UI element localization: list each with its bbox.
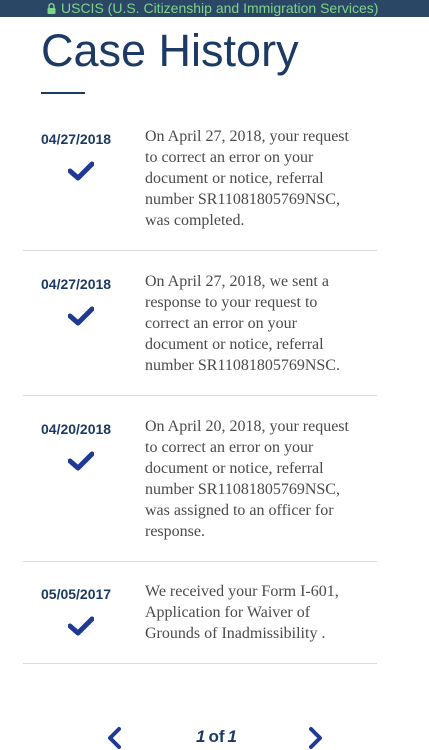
- history-text-line: was completed.: [145, 211, 245, 229]
- chevron-right-icon[interactable]: [305, 726, 325, 750]
- history-text-line: document or notice, referral: [145, 459, 324, 477]
- checkmark-icon: [68, 616, 94, 636]
- history-text-line: number SR11081805769NSC.: [145, 356, 340, 374]
- checkmark-icon: [68, 451, 94, 471]
- pagination: [0, 720, 429, 750]
- history-text-line: document or notice, referral: [145, 335, 324, 353]
- title-underline: [41, 92, 85, 94]
- history-entry: [23, 582, 377, 662]
- browser-url-bar[interactable]: [0, 0, 429, 17]
- history-text-line: On April 27, 2018, we sent a: [145, 273, 329, 290]
- history-text-line: to correct an error on your: [145, 148, 314, 166]
- page-of-label: of: [208, 727, 225, 746]
- history-description: [145, 582, 377, 645]
- checkmark-icon: [68, 306, 94, 326]
- history-text-line: We received your Form I-601,: [145, 583, 339, 600]
- total-pages: 1: [227, 727, 237, 746]
- history-description: [145, 417, 377, 542]
- chevron-left-icon[interactable]: [105, 726, 125, 750]
- history-entry: [23, 127, 377, 247]
- history-text-line: On April 20, 2018, your request: [145, 418, 349, 435]
- history-text-line: response.: [145, 522, 205, 540]
- history-text-line: was assigned to an officer for: [145, 501, 334, 519]
- history-date: 05/05/2017: [41, 586, 112, 602]
- current-page: 1: [196, 727, 206, 746]
- history-text-line: Application for Waiver of: [145, 603, 311, 621]
- history-entry: [23, 417, 377, 557]
- lock-icon: [47, 3, 56, 14]
- history-date: 04/27/2018: [41, 276, 112, 292]
- history-description: [145, 127, 377, 232]
- history-date: 04/20/2018: [41, 421, 112, 437]
- history-text-line: Grounds of Inadmissibility .: [145, 624, 326, 642]
- page-title: Case History: [41, 25, 299, 76]
- history-text-line: number SR11081805769NSC,: [145, 480, 340, 498]
- entry-divider: [23, 395, 377, 396]
- history-entry: [23, 272, 377, 392]
- history-text-line: correct an error on your: [145, 314, 297, 332]
- history-text-line: response to your request to: [145, 293, 318, 311]
- history-text-line: document or notice, referral: [145, 169, 324, 187]
- history-text-line: On April 27, 2018, your request: [145, 128, 349, 145]
- history-text-line: to correct an error on your: [145, 438, 314, 456]
- entry-divider: [23, 663, 377, 664]
- site-title: USCIS (U.S. Citizenship and Immigration Services): [61, 0, 379, 16]
- history-description: [145, 272, 377, 377]
- checkmark-icon: [68, 161, 94, 181]
- entry-divider: [23, 250, 377, 251]
- history-date: 04/27/2018: [41, 131, 112, 147]
- history-text-line: number SR11081805769NSC,: [145, 190, 340, 208]
- entry-divider: [23, 561, 377, 562]
- page-indicator: [196, 727, 237, 747]
